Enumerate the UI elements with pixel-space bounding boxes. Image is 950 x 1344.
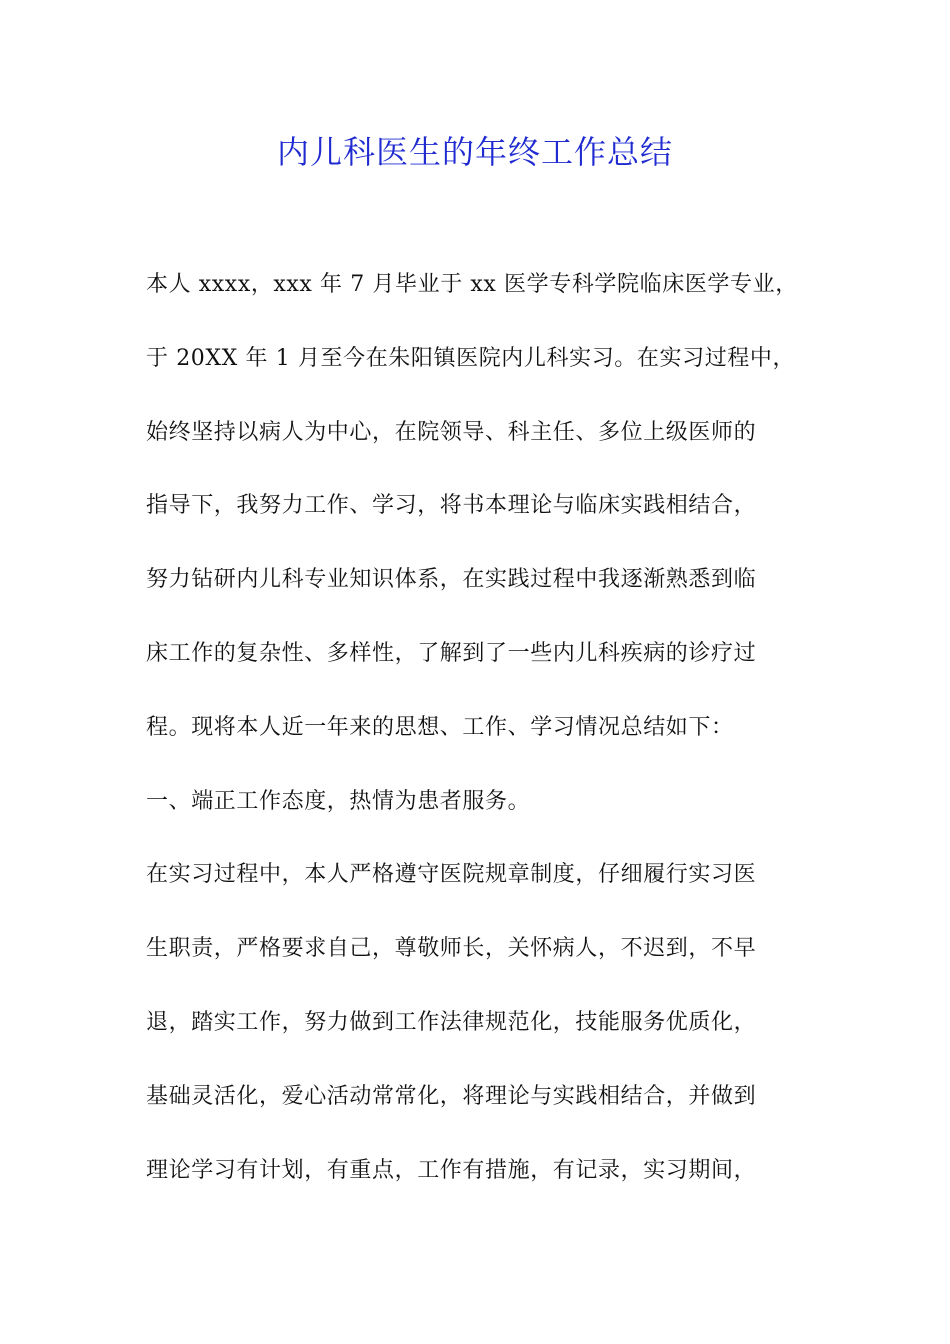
section-heading: 一、端正工作态度，热情为患者服务。: [146, 788, 531, 814]
body-line: 理论学习有计划，有重点，工作有措施，有记录，实习期间，: [146, 1157, 757, 1183]
body-line: 程。现将本人近一年来的思想、工作、学习情况总结如下：: [146, 714, 734, 740]
body-line: 生职责，严格要求自己，尊敬师长，关怀病人，不迟到，不早: [146, 936, 757, 962]
document-title: 内儿科医生的年终工作总结: [276, 133, 673, 171]
body-line: 基础灵活化，爱心活动常常化，将理论与实践相结合，并做到: [146, 1083, 757, 1109]
body-line: 努力钻研内儿科专业知识体系，在实践过程中我逐渐熟悉到临: [146, 567, 757, 593]
body-line: 退，踏实工作，努力做到工作法律规范化，技能服务优质化，: [146, 1009, 757, 1035]
body-line: 于 20XX 年 1 月至今在朱阳镇医院内儿科实习。在实习过程中，: [146, 345, 796, 371]
body-line: 在实习过程中，本人严格遵守医院规章制度，仔细履行实习医: [146, 862, 757, 888]
body-line: 本人 xxxx，xxx 年 7 月毕业于 xx 医学专科学院临床医学专业，: [146, 272, 798, 297]
body-line: 始终坚持以病人为中心，在院领导、科主任、多位上级医师的: [146, 419, 757, 445]
body-line: 床工作的复杂性、多样性，了解到了一些内儿科疾病的诊疗过: [146, 640, 757, 666]
document-body: [146, 262, 812, 1221]
body-line: 指导下，我努力工作、学习，将书本理论与临床实践相结合，: [146, 493, 757, 519]
